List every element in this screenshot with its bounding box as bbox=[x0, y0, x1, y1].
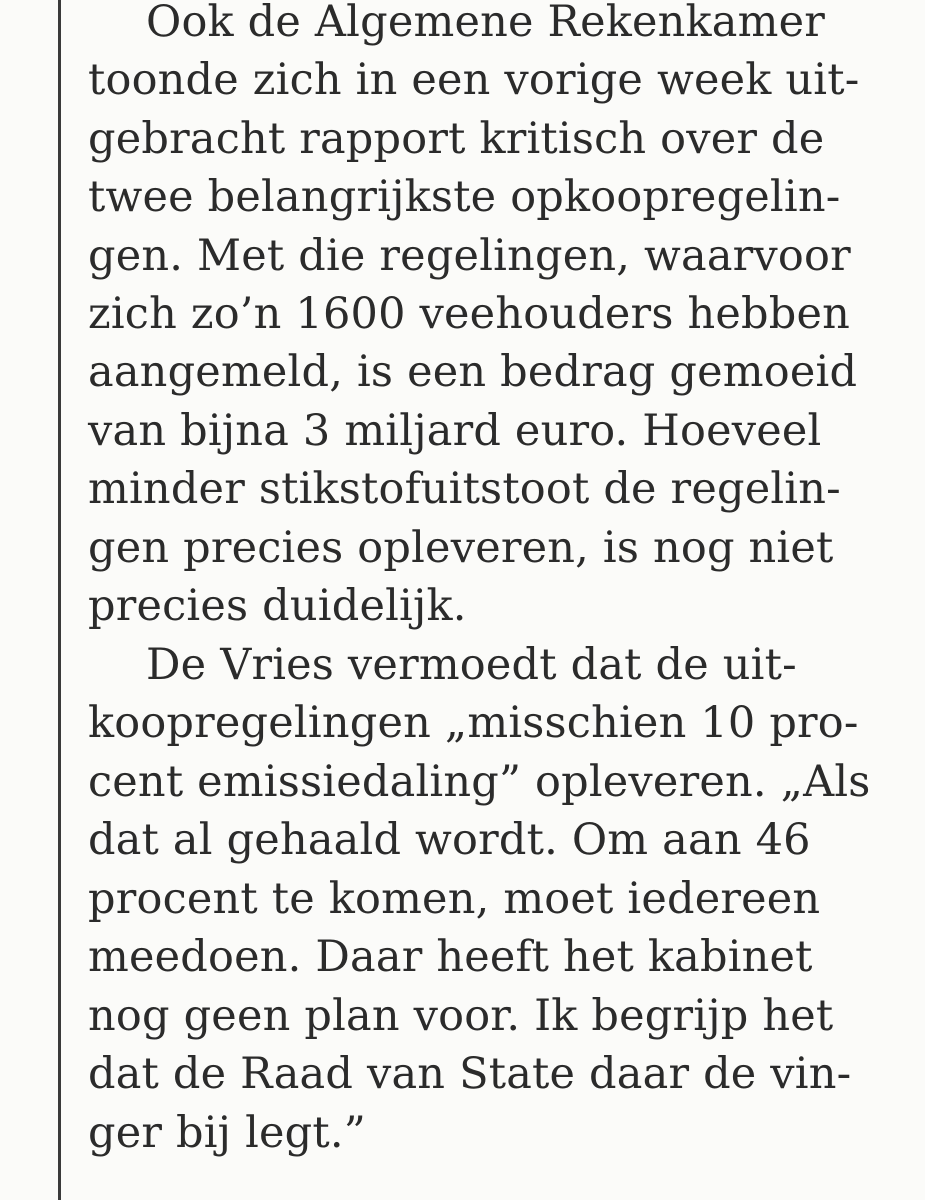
text-line: minder stikstofuitstoot de regelin- bbox=[88, 464, 841, 514]
text-line: van bijna 3 miljard euro. Hoeveel bbox=[88, 406, 822, 456]
text-line: gen precies opleveren, is nog niet bbox=[88, 523, 834, 573]
text-line: nog geen plan voor. Ik begrijp het bbox=[88, 991, 834, 1041]
column-rule bbox=[58, 0, 61, 1200]
text-line: aangemeld, is een bedrag gemoeid bbox=[88, 347, 858, 397]
text-line: ger bij legt.” bbox=[88, 1108, 366, 1158]
text-line: De Vries vermoedt dat de uit- bbox=[146, 640, 797, 690]
text-line: koopregelingen „misschien 10 pro- bbox=[88, 698, 859, 748]
text-line: dat de Raad van State daar de vin- bbox=[88, 1049, 852, 1099]
text-line: precies duidelijk. bbox=[88, 581, 467, 631]
text-line: twee belangrijkste opkoopregelin- bbox=[88, 172, 841, 222]
text-line: toonde zich in een vorige week uit- bbox=[88, 55, 860, 105]
text-line: gebracht rapport kritisch over de bbox=[88, 114, 825, 164]
text-line: cent emissiedaling” opleveren. „Als bbox=[88, 757, 871, 807]
text-line: gen. Met die regelingen, waarvoor bbox=[88, 231, 851, 281]
text-line: dat al gehaald wordt. Om aan 46 bbox=[88, 815, 811, 865]
text-line: Ook de Algemene Rekenkamer bbox=[146, 0, 826, 47]
text-line: zich zo’n 1600 veehouders hebben bbox=[88, 289, 850, 339]
text-line: procent te komen, moet iedereen bbox=[88, 874, 821, 924]
text-line: meedoen. Daar heeft het kabinet bbox=[88, 932, 813, 982]
